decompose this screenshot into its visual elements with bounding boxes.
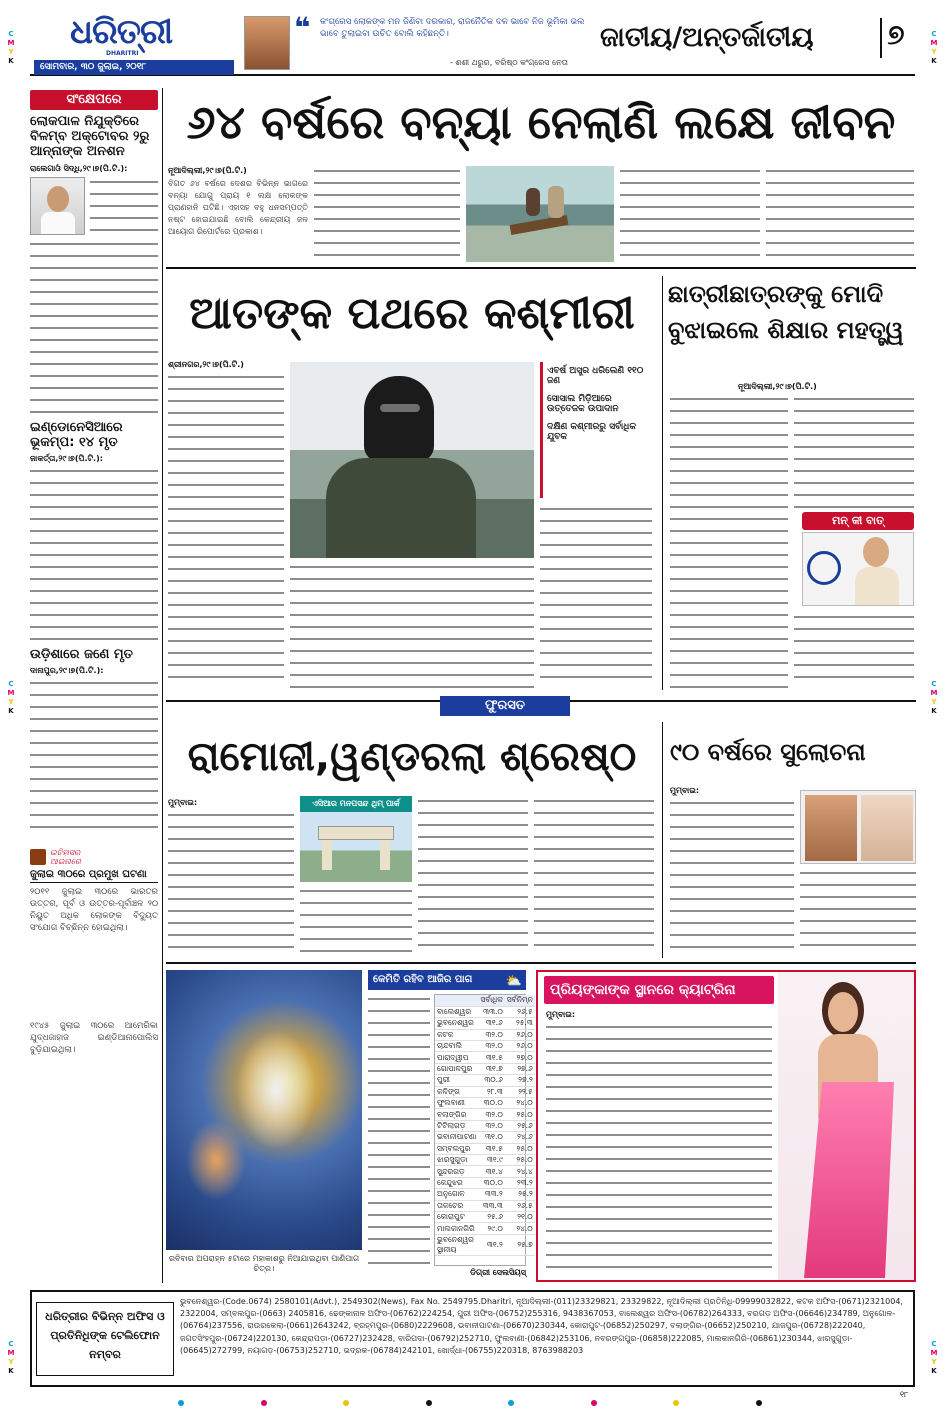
sulochana-headline-box	[670, 722, 916, 782]
katrina-story-box	[536, 970, 916, 1282]
weather-col-place	[435, 995, 478, 1006]
lead-headline-box	[166, 90, 916, 160]
weather-col-min: ସର୍ବନିମ୍ନ	[506, 995, 533, 1005]
weather-min: ୨୬.୫	[505, 1200, 535, 1211]
kashmir-fact-1: ଏବର୍ଷ ଅସ୍ତ୍ର ଧରିଲେଣି ୧୧୦ ଜଣ	[547, 366, 644, 386]
weather-max: ୩୦.୦	[478, 1177, 504, 1188]
modi-dateline: ନୂଆଦିଲ୍ଲୀ,୨୯।୭(ପି.ଟି.)	[738, 382, 817, 391]
katrina-headline: ପ୍ରିୟଙ୍କାଙ୍କ ସ୍ଥାନରେ କ୍ୟାଟ୍ରିନା	[544, 976, 774, 1004]
kashmir-factbox	[540, 362, 652, 498]
weather-place: ପାରାଦ୍ୱୀପ	[435, 1052, 478, 1063]
weather-place: କୋରାପୁଟ	[435, 1211, 478, 1222]
weather-place: ସୁନ୍ଦରଗଡ଼	[435, 1166, 478, 1177]
kashmir-headline: ଆତଙ୍କ ପଥରେ କଶ୍ମୀରୀ	[189, 288, 635, 339]
registration-marks-top-left: C M Y K	[7, 30, 15, 65]
ramoji-text-col4	[534, 796, 654, 956]
weather-place: ଟିଟିଲାଗଡ଼	[435, 1120, 478, 1131]
column-divider	[162, 88, 163, 1283]
ramoji-text-col3	[418, 796, 528, 956]
sun-cloud-icon: ⛅	[505, 974, 522, 989]
history-item-1: ୨୦୧୧ ଜୁଲାଇ ୩୦ରେ ଭାରତର ଉତ୍ତର, ପୂର୍ବ ଓ ଉତ୍ତର-ପୂର୍ବାଞ୍ଚଳ ୨୦ ନିୟୁତ ଅଧିକ ଲୋକଙ୍କ ବିଦ୍ୟୁତ ସଂଯୋଗ ବିଚ୍ଛିନ୍ନ ହୋଇଥିଲା।	[30, 887, 158, 934]
weather-row	[435, 1006, 535, 1017]
weather-max: ୩୦.୬	[478, 1075, 504, 1086]
sulochana-headline: ୯୦ ବର୍ଷରେ ସୁଲୋଚନା	[670, 738, 866, 766]
registration-marks-mid-left: C M Y K	[7, 680, 15, 715]
weather-place: କେନ୍ଦୁଝର	[435, 1177, 478, 1188]
weather-min: ୨୩.୨	[505, 1177, 535, 1188]
masthead	[30, 10, 915, 76]
lead-text-col1: ବିଗତ ୬୪ ବର୍ଷରେ ଦେଶର ବିଭିନ୍ନ ଭାଗରେ ବନ୍ୟା ଯୋଗୁ ପ୍ରାୟ ୧ ଲକ୍ଷ ଲୋକଙ୍କ ପ୍ରାଣହାନି ଘଟିଛି। ଏହାସହ ବହୁ ଧନସମ୍ପତ୍ତି ନଷ୍ଟ ହୋଇଯାଇଛି ବୋଲି କେନ୍ଦ୍ରୀୟ ଜଳ ଆୟୋଗ ରିପୋର୍ଟରେ ପ୍ରକାଶ।	[168, 179, 308, 236]
lead-dateline: ନୂଆଦିଲ୍ଲୀ,୨୯।୭(ପି.ଟି.)	[168, 166, 247, 175]
sidebar-story3-body	[30, 678, 158, 838]
weather-min: ୨୨.୫	[505, 1086, 535, 1097]
mann-ki-baat-badge: ମନ୍ କୀ ବାତ୍	[802, 512, 914, 530]
weather-max: ୨୫.୬	[478, 1211, 504, 1222]
weather-row	[435, 1234, 535, 1255]
quote-mark-icon: ❝	[294, 11, 311, 44]
column-divider-lower	[662, 722, 663, 958]
footer-contacts-box	[30, 1290, 915, 1387]
weather-max: ୩୩.୦	[478, 1006, 504, 1017]
sidebar-story2-headline: ଇଣ୍ଡୋନେସିଆରେ ଭୂକମ୍ପ: ୧୪ ମୃତ	[30, 419, 123, 450]
history-label1: ଇତିହାସର	[50, 847, 81, 857]
flood-rescue-photo	[466, 166, 614, 262]
weather-min: ୨୪.୬	[505, 1132, 535, 1143]
weather-table	[435, 995, 535, 1256]
book-icon	[30, 849, 46, 865]
weather-row	[435, 1098, 535, 1109]
weather-row	[435, 1189, 535, 1200]
weather-min: ୨୫.୩	[505, 1018, 535, 1029]
weather-place: କଳିଙ୍ଗ	[435, 1086, 478, 1097]
weather-row	[435, 1132, 535, 1143]
weather-place: ତାଳଚେର	[435, 1200, 478, 1211]
weather-forecast-text	[368, 994, 430, 1274]
registration-marks-top-right: C M Y K	[930, 30, 938, 65]
history-headline: ଜୁଲାଇ ୩୦ରେ ପ୍ରମୁଖ ଘଟଣା	[30, 869, 158, 884]
weather-max: ୩୧.୫	[478, 1052, 504, 1063]
weather-max: ୩୩.୨	[478, 1189, 504, 1200]
history-item-2: ୧୯୪୫ ଜୁଲାଇ ୩୦ରେ ଆମେରିକା ଯୁଦ୍ଧଜାହାଜ ଇଣ୍ଡିଆନାପୋଲିସ ବୁଡ଼ିଯାଇଥିଲା।	[30, 1021, 158, 1056]
page-code: ୧୮	[900, 1390, 909, 1399]
weather-row	[435, 1029, 535, 1040]
modi-text-col2	[794, 394, 914, 508]
sulochana-dateline: ମୁମ୍ବାଇ:	[670, 786, 700, 795]
weather-max: ୩୨.୦	[478, 1041, 504, 1052]
registration-marks-mid-right: C M Y K	[930, 680, 938, 715]
weather-row	[435, 1052, 535, 1063]
sulochana-text-col1	[670, 798, 794, 956]
weather-place: ଝାରସୁଗୁଡ଼ା	[435, 1154, 478, 1165]
weather-max: ୩୧.୦	[478, 1132, 504, 1143]
weather-place: ପୁରୀ	[435, 1075, 478, 1086]
sidebar-story1-text	[90, 177, 158, 235]
weather-row	[435, 1109, 535, 1120]
registration-marks-bottom-right: C M Y K	[930, 1340, 938, 1375]
weather-max: ୩୦.୦	[478, 1098, 504, 1109]
lead-story-rule	[166, 267, 916, 269]
weather-row	[435, 1075, 535, 1086]
modi-headline: ଛାତ୍ରୀଛାତ୍ରଙ୍କୁ ମୋଦି ବୁଝାଇଲେ ଶିକ୍ଷାର ମହତ୍ତ୍ୱ	[668, 280, 904, 344]
theme-park-caption: ଏସିଆର ମନପସନ୍ଦ ଥିମ୍ ପାର୍କ	[300, 796, 412, 812]
weather-title	[368, 970, 526, 990]
weather-min: ୨୪.୦	[505, 1223, 535, 1234]
weather-map-caption: ରବିବାର ଅପରାହ୍ନ ୫ଟାରେ ମହାକାଶରୁ ନିଆଯାଇଥିବା ପାଣିପାଗ ଚିତ୍ର।	[168, 1254, 360, 1273]
weather-min: ୨୬.୦	[505, 1041, 535, 1052]
weather-min: ୨୬.୫	[505, 1006, 535, 1017]
masked-militant-photo	[290, 362, 534, 558]
page-number: ୭	[880, 18, 910, 58]
weather-row	[435, 1223, 535, 1234]
weather-min: ୨୧.୦	[505, 1211, 535, 1222]
weather-row	[435, 1120, 535, 1131]
logo-subtitle: DHARITRI	[106, 50, 139, 57]
footer-label: ଧରିତ୍ରୀର ବିଭିନ୍ନ ଅଫିସ ଓ ପ୍ରତିନିଧିଙ୍କ ଟେଲିଫୋନ ନମ୍ବର	[36, 1302, 174, 1376]
weather-min: ୨୫.୦	[505, 1154, 535, 1165]
logo: ଧରିତ୍ରୀ	[70, 12, 173, 52]
weather-row	[435, 1200, 535, 1211]
weather-max: ୩୧.୭	[478, 1063, 504, 1074]
section-title: ଜାତୀୟ/ଅନ୍ତର୍ଜାତୀୟ	[600, 22, 814, 53]
column-divider-mid	[662, 276, 663, 690]
weather-place: ବଲାଙ୍ଗିର	[435, 1109, 478, 1120]
quote-text: କଂଗ୍ରେସ ଲୋକଙ୍କ ମନ ଜିଣିବା ଦରକାର, ରାଜନୈତିକ ଦଳ ଭାବେ ନିଜ ଭୂମିକା ଭଲ ଭାବେ ତୁଲାଇବା ଉଚିତ ବୋଲି କହିଛନ୍ତି।	[320, 17, 585, 39]
lead-text-col2	[314, 166, 460, 262]
weather-row	[435, 1166, 535, 1177]
weather-min: ୨୫.୬	[505, 1120, 535, 1131]
weather-max: ୩୧.୨	[478, 1234, 504, 1255]
katrina-dateline: ମୁମ୍ବାଇ:	[546, 1010, 576, 1019]
lead-text-col4	[766, 166, 914, 262]
kashmir-fact-3: ଦକ୍ଷିଣ କଶ୍ମୀରରୁ ସର୍ବାଧିକ ଯୁବକ	[547, 422, 637, 442]
lead-headline: ୬୪ ବର୍ଷରେ ବନ୍ୟା ନେଲାଣି ଲକ୍ଷେ ଜୀବନ	[186, 95, 896, 149]
weather-min: ୨୪.୪	[505, 1166, 535, 1177]
ramoji-headline-box	[166, 722, 658, 792]
weather-max: ୨୮.୩	[478, 1086, 504, 1097]
weather-place: ଫୁଲବାଣୀ	[435, 1098, 478, 1109]
weather-place: ଭୁବନେଶ୍ୱର ସ୍ଥାନୀୟ	[435, 1234, 478, 1255]
modi-radio-photo	[802, 532, 914, 606]
issue-date: ସୋମବାର, ୩୦ ଜୁଲାଇ, ୨୦୧୮	[34, 60, 234, 75]
sidebar-story3-headline: ଉଡ଼ିଶାରେ ଜଣେ ମୃତ	[30, 646, 133, 662]
weather-place: ଭବାନୀପାଟଣା	[437, 1132, 477, 1142]
weather-max: ୩୨.୦	[478, 1109, 504, 1120]
weather-min: ୨୭.୦	[505, 1052, 535, 1063]
quote-attribution: - ଶଶୀ ଥରୁର, ବରିଷ୍ଠ କଂଗ୍ରେସ ନେତା	[450, 58, 568, 67]
sidebar-header: ସଂକ୍ଷେପରେ	[30, 90, 158, 110]
weather-min: ୨୫.୨	[505, 1189, 535, 1200]
weather-row	[435, 1063, 535, 1074]
sidebar-story3-dateline: ଦାନାପୁର,୨୯।୭(ପି.ଟି.):	[30, 665, 104, 675]
fursat-banner: ଫୁରସତ	[440, 696, 570, 716]
ramoji-headline: ରାମୋଜୀ,ୱଣ୍ଡରଲା ଶ୍ରେଷ୍ଠ	[187, 734, 637, 780]
kashmir-text-col1	[168, 372, 284, 688]
weather-place: କଟକ	[435, 1029, 478, 1040]
weather-max: ୩୧.୪	[478, 1166, 504, 1177]
ramoji-text-col2	[300, 886, 412, 956]
weather-title-text: କେମିତି ରହିବ ଆଜିର ପାଗ	[373, 974, 473, 985]
weather-table-box	[434, 994, 533, 1266]
weather-row	[435, 1154, 535, 1165]
sulochana-photos	[800, 790, 916, 864]
weather-min: ୨୭.୬	[505, 1063, 535, 1074]
kashmir-text-under-photo	[290, 562, 534, 688]
anna-hazare-photo	[30, 177, 85, 235]
weather-row	[435, 1086, 535, 1097]
bottom-section-rule	[166, 962, 916, 964]
weather-place: ବାଲେଶ୍ୱର	[435, 1006, 478, 1017]
weather-max: ୩୨.୦	[478, 1120, 504, 1131]
weather-unit-footer: ଡିଗ୍ରୀ ସେଲସିୟସ୍	[470, 1268, 526, 1277]
sidebar-story1-body	[30, 239, 158, 417]
satellite-weather-map	[166, 970, 362, 1250]
kashmir-fact-2: ସୋସାଲ ମିଡ଼ିଆରେ ଉତ୍ତେଜକ ଉପାଦାନ	[547, 394, 619, 414]
sulochana-text-col2	[800, 868, 916, 956]
weather-row	[435, 1143, 535, 1154]
sidebar-story1-headline: ଲୋକପାଳ ନିଯୁକ୍ତିରେ ବିଳମ୍ବ ଅକ୍ଟୋବର ୨ରୁ ଆନ୍ନାଙ୍କ ଅନଶନ	[30, 114, 150, 159]
kashmir-headline-box	[166, 272, 658, 356]
weather-min: ୨୫.୭	[505, 1234, 535, 1255]
weather-min: ୨୭.୨	[505, 1075, 535, 1086]
registration-marks-bottom-left: C M Y K	[7, 1340, 15, 1375]
ramoji-dateline: ମୁମ୍ବାଇ:	[168, 798, 198, 807]
footer-contact-numbers: ଭୁବନେଶ୍ୱର-(Code.0674) 2580101(Advt.), 2549302(News), Fax No. 2549795.Dharitri, ନୂଆଦିଲ୍ଲୀ-(011)23329821, 23329822, ନୂଆଦିଲ୍ଲୀ ପ୍ରତିନିଧି-09999032822, କଟକ ଅଫିସ-(0671)2321004, 2322004, ସମ୍ବଲପୁର-(0663) 2405816, ଢେଙ୍କାନାଳ ଅଫିସ-(06762)224254, ପୁରୀ ଅଫିସ-(06752)255316, 9438367053, ବାଲେଶ୍ୱର ଅଫିସ-(06782)264333, ବରଗଡ଼ ଅଫିସ-(06646)234789, ଅନୁଗୋଳ-(06764)237556, ରାଉରକେଲା-(0661)2643242, ବ୍ରହ୍ମପୁର-(0680)2229608, ଭବାନୀପାଟଣା-(06670)230344, କୋରାପୁଟ-(06852)250297, ବଲାଙ୍ଗିର-(06652)250210, ଯାଜପୁର-(06728)222040, ଜଗତସିଂହପୁର-(06724)220130, କେନ୍ଦ୍ରାପଡ଼ା-(06727)232428, ବାରିପଦା-(06792)252710, ଫୁଲବାଣୀ-(06842)253106, ନବରଙ୍ଗପୁର-(06858)222085, ମାଲକାନଗିରି-(06861)230344, ଝାରସୁଗୁଡ଼ା-(06645)272799, ନୟାଗଡ଼-(06753)252710, ଭଦ୍ରକ-(06784)242101, ଖୋର୍ଦ୍ଧା-(06755)220318, 8763988203	[180, 1297, 903, 1355]
weather-row	[435, 1041, 535, 1052]
weather-max: ୩୨.୦	[478, 1029, 504, 1040]
weather-min: ୨୬.୦	[505, 1029, 535, 1040]
history-corner-label	[30, 848, 158, 866]
lead-text-col3	[620, 166, 760, 262]
weather-col-max: ସର୍ବାଧିକ	[480, 995, 503, 1005]
modi-headline-box	[668, 276, 916, 376]
katrina-story-text	[546, 1022, 772, 1278]
sidebar-story2-body	[30, 466, 158, 644]
weather-place: ଅନୁଗୋଳ	[435, 1189, 478, 1200]
weather-row	[435, 1018, 535, 1029]
weather-place: ସମ୍ବଲପୁର	[435, 1143, 478, 1154]
ramoji-gate-photo	[300, 812, 412, 882]
weather-max: ୩୩.୩	[478, 1200, 504, 1211]
ramoji-text-col1	[168, 810, 294, 956]
history-label2: ଆଇନାରେ	[50, 856, 81, 866]
modi-text-col2-lower	[794, 612, 914, 688]
radio-logo-icon	[807, 551, 841, 585]
modi-text-col1	[670, 394, 788, 688]
weather-max: ୨୯.୦	[478, 1223, 504, 1234]
weather-max: ୩୧.୫	[478, 1143, 504, 1154]
weather-row	[435, 1211, 535, 1222]
weather-max: ୩୧.୬	[478, 1018, 504, 1029]
sidebar-column	[30, 90, 158, 1285]
weather-min: ୨୫.୦	[505, 1143, 535, 1154]
sidebar-story1-dateline: ରାଲେଗାଓଁ ସିଦ୍ଧି,୨୯।୭(ପି.ଟି.):	[30, 163, 128, 173]
quote-author-photo	[244, 16, 290, 70]
weather-place: ଗୋପାଳପୁର	[435, 1063, 478, 1074]
weather-min: ୨୫.୦	[505, 1109, 535, 1120]
weather-place: ମାଲକାନଗିରି	[435, 1223, 478, 1234]
weather-row	[435, 1177, 535, 1188]
weather-max: ୩୧.୯	[478, 1154, 504, 1165]
weather-place: ଚାନ୍ଦବାଲି	[435, 1041, 478, 1052]
color-registration-bar	[140, 1400, 800, 1408]
weather-place: ଭୁବନେଶ୍ୱର	[435, 1018, 478, 1029]
kashmir-dateline: ଶ୍ରୀନଗର,୨୯।୭(ପି.ଟି.)	[168, 360, 244, 369]
kashmir-text-col4	[540, 504, 652, 688]
weather-min: ୨୪.୦	[505, 1098, 535, 1109]
katrina-photo	[778, 972, 914, 1280]
sidebar-story2-dateline: ଜାକର୍ତ୍ତା,୨୯।୭(ପି.ଟି.):	[30, 453, 103, 463]
